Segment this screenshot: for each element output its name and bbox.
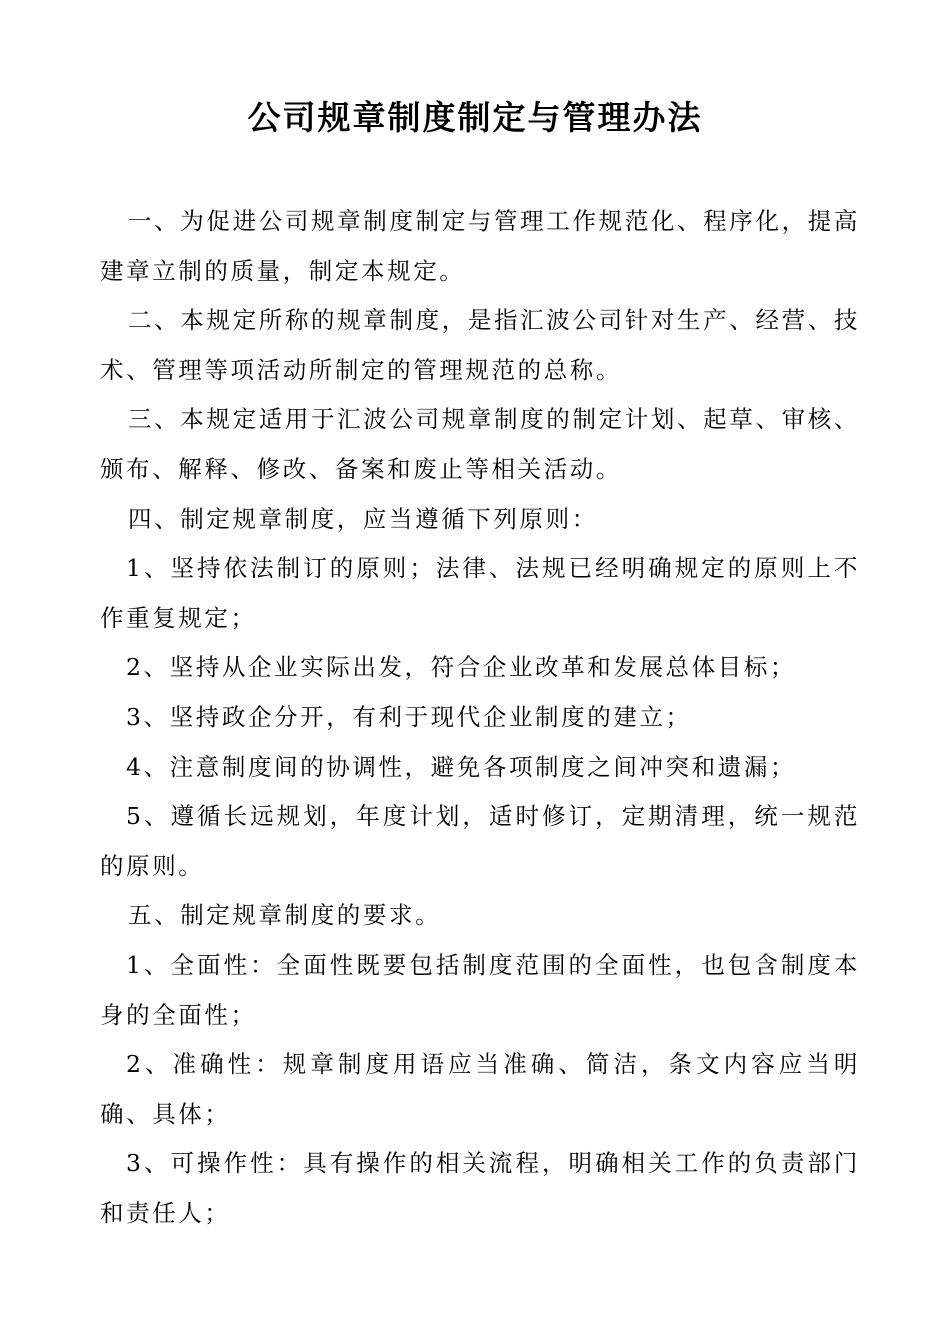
principle-item-5: 5、遵循长远规划，年度计划，适时修订，定期清理，统一规范的原则。 — [100, 802, 860, 880]
paragraph-4: 四、制定规章制度，应当遵循下列原则： — [128, 504, 598, 533]
paragraph-5: 五、制定规章制度的要求。 — [128, 901, 442, 930]
principle-item-4: 4、注意制度间的协调性，避免各项制度之间冲突和遗漏； — [126, 752, 797, 781]
principle-item-2: 2、坚持从企业实际出发，符合企业改革和发展总体目标； — [126, 653, 797, 682]
paragraph-3: 三、本规定适用于汇波公司规章制度的制定计划、起草、审核、颁布、解释、修改、备案和废止等相关活动。 — [100, 405, 860, 483]
requirement-item-2: 2、准确性：规章制度用语应当准确、简洁，条文内容应当明确、具体； — [100, 1050, 860, 1128]
principle-item-1: 1、坚持依法制订的原则；法律、法规已经明确规定的原则上不作重复规定； — [100, 554, 860, 632]
document-title: 公司规章制度制定与管理办法 — [247, 98, 703, 137]
document-body — [100, 197, 860, 1238]
paragraph-1: 一、为促进公司规章制度制定与管理工作规范化、程序化，提高建章立制的质量，制定本规定。 — [100, 207, 860, 285]
principle-item-3: 3、坚持政企分开，有利于现代企业制度的建立； — [126, 702, 692, 731]
requirement-item-1: 1、全面性：全面性既要包括制度范围的全面性，也包含制度本身的全面性； — [100, 950, 860, 1029]
paragraph-2: 二、本规定所称的规章制度，是指汇波公司针对生产、经营、技术、管理等项活动所制定的管理规范的总称。 — [100, 306, 860, 384]
requirement-item-3: 3、可操作性：具有操作的相关流程，明确相关工作的负责部门和责任人； — [100, 1149, 860, 1227]
